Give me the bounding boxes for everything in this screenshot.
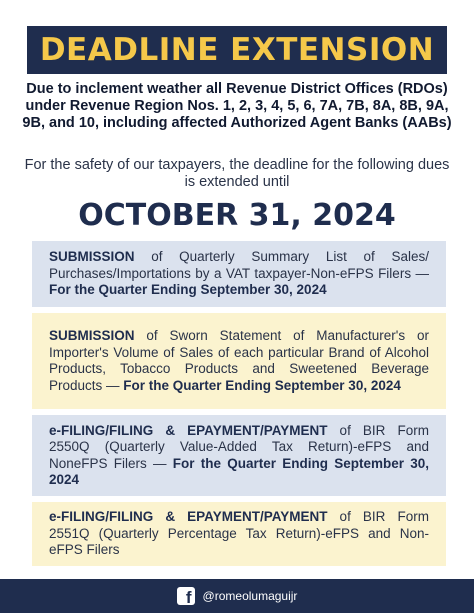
dues-item-3 <box>32 415 446 496</box>
dues-item-lead: SUBMISSION <box>49 328 135 343</box>
page-title: DEADLINE EXTENSION <box>39 32 435 68</box>
safety-text: For the safety of our taxpayers, the deadline for the following dues is extended until <box>24 157 450 190</box>
dues-item-4 <box>32 502 446 566</box>
dues-item-body: of BIR Form 2550Q (Quarterly Value-Added Tax Return)-eFPS and NoneFPS Filers — <box>49 422 430 471</box>
dues-item-period: For the Quarter Ending September 30, 2024 <box>49 282 327 298</box>
intro-text: Due to inclement weather all Revenue District Offices (RDOs) under Revenue Region Nos. 1, 2, 3, 4, 5, 6, 7A, 7B, 8A, 8B, 9A, 9B, and 10, including affected Authorized Agent Banks (AABs) <box>22 81 452 131</box>
dues-item-lead: e-FILING/FILING & EPAYMENT/PAYMENT <box>49 509 328 525</box>
dues-item-text <box>49 423 429 489</box>
dues-item-1 <box>32 241 446 307</box>
title-banner <box>27 26 447 74</box>
facebook-icon: f <box>177 587 195 605</box>
dues-item-text <box>49 249 429 299</box>
deadline-date: OCTOBER 31, 2024 <box>78 198 396 233</box>
dues-item-2 <box>32 313 446 409</box>
dues-item-lead: SUBMISSION <box>49 249 135 265</box>
dues-item-period: For the Quarter Ending September 30, 2024 <box>123 377 401 393</box>
dues-item-text <box>49 509 429 559</box>
social-handle[interactable]: @romeolumaguijr <box>202 589 298 603</box>
dues-item-lead: e-FILING/FILING & EPAYMENT/PAYMENT <box>49 422 328 438</box>
dues-item-body: of Quarterly Summary List of Sales/ Purchases/Importations by a VAT taxpayer-Non-eFPS Filers — <box>49 249 429 281</box>
dues-item-period: For the Quarter Ending September 30, 2024 <box>49 455 429 487</box>
dues-item-text <box>49 328 429 394</box>
dues-item-body: of BIR Form 2551Q (Quarterly Percentage Tax Return)-eFPS and Non-eFPS Filers <box>49 509 430 558</box>
dues-item-body: of Sworn Statement of Manufacturer's or Importer's Volume of Sales of each particular Brand of Alcohol Products, Tobacco Products and Sweetened Beverage Products — <box>49 328 429 393</box>
footer-bar <box>0 579 474 613</box>
